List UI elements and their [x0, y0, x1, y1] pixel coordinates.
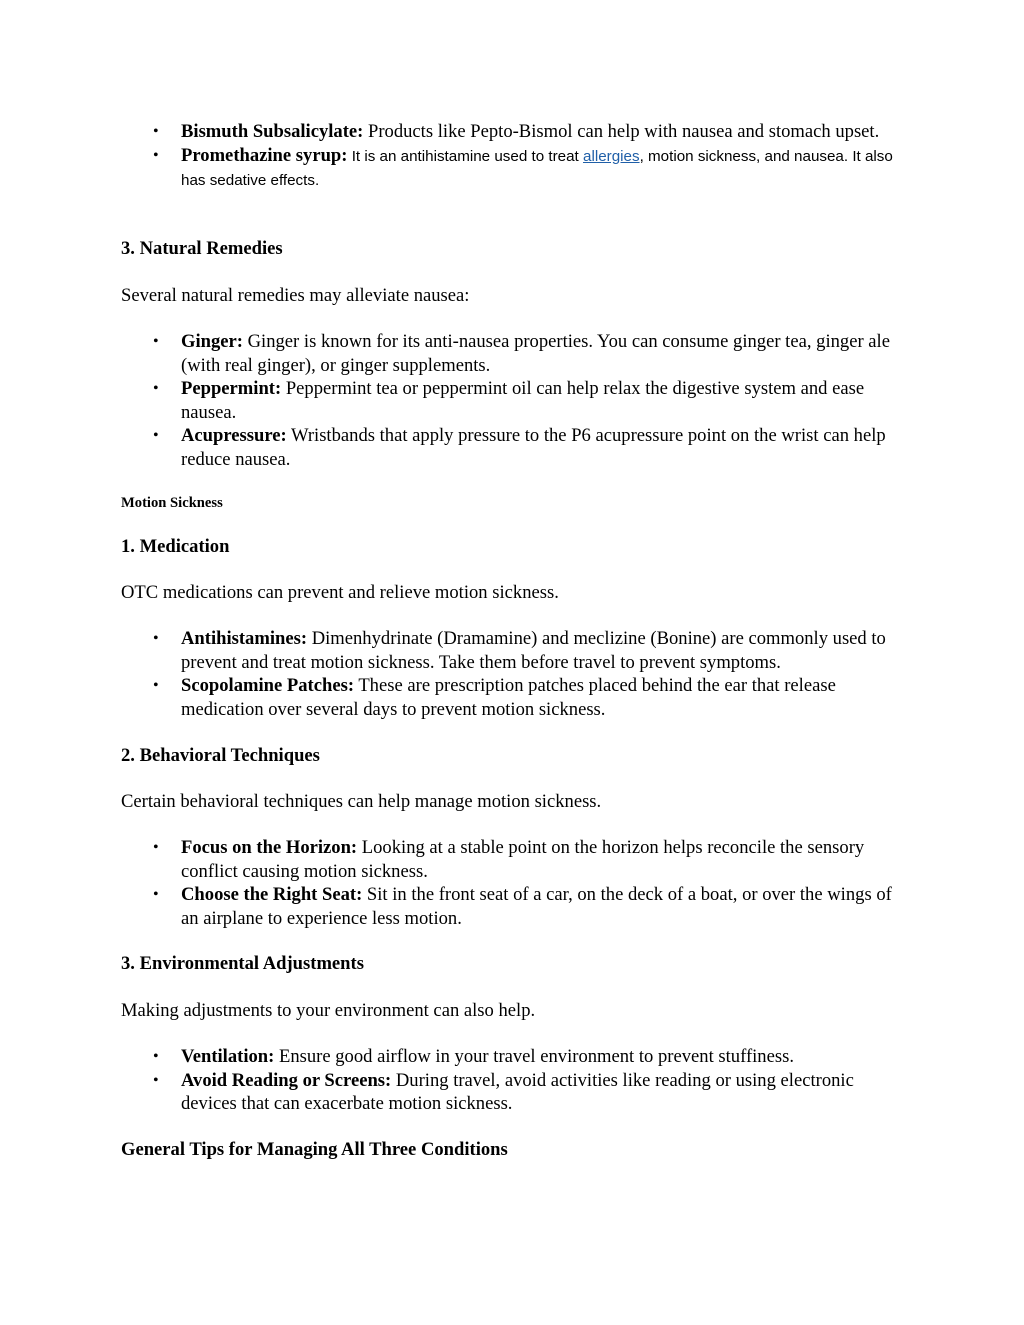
item-term: Ventilation: — [181, 1046, 275, 1067]
bullet-icon: • — [153, 630, 159, 647]
environmental-intro: Making adjustments to your environment can also help. — [121, 1000, 536, 1021]
item-text: Looking at a stable point on the horizon helps reconcile the sensory conflict causing motion sickness. — [181, 837, 865, 882]
environmental-heading: 3. Environmental Adjustments — [121, 953, 364, 974]
natural-remedies-heading: 3. Natural Remedies — [121, 238, 283, 259]
bullet-icon: • — [153, 677, 159, 694]
list-item — [153, 1045, 901, 1069]
item-term: Antihistamines: — [181, 628, 308, 649]
medication-list — [153, 627, 906, 721]
list-item — [153, 144, 901, 193]
list-item — [153, 674, 906, 721]
list-item — [153, 377, 901, 424]
bullet-icon: • — [153, 886, 159, 903]
item-text: During travel, avoid activities like reading or using electronic devices that can exacerbate motion sickness. — [181, 1069, 854, 1114]
bullet-icon: • — [153, 1071, 159, 1089]
allergies-link[interactable]: allergies — [583, 147, 640, 165]
medication-heading: 1. Medication — [121, 536, 230, 557]
item-text: It is an antihistamine used to treat — [347, 147, 584, 165]
item-term: Scopolamine Patches: — [181, 675, 355, 696]
list-item — [153, 883, 901, 930]
item-term: Bismuth Subsalicylate: — [181, 121, 364, 142]
bullet-icon: • — [153, 333, 159, 350]
item-term: Peppermint: — [181, 378, 282, 399]
list-item — [153, 836, 901, 883]
bullet-icon: • — [153, 123, 159, 140]
environmental-list — [153, 1045, 901, 1116]
item-text: Ensure good airflow in your travel environment to prevent stuffiness. — [274, 1046, 794, 1067]
behavioral-list — [153, 836, 901, 930]
item-term: Choose the Right Seat: — [181, 884, 363, 905]
top-list — [153, 120, 901, 193]
item-term: Promethazine syrup: — [181, 144, 348, 166]
item-text: Wristbands that apply pressure to the P6 acupressure point on the wrist can help reduce nausea. — [181, 425, 886, 470]
bullet-icon: • — [153, 839, 159, 856]
bullet-icon: • — [153, 1048, 159, 1065]
item-text: Sit in the front seat of a car, on the deck of a boat, or over the wings of an airplane to experience less motion. — [181, 884, 892, 929]
medication-intro: OTC medications can prevent and relieve motion sickness. — [121, 582, 559, 603]
list-item — [153, 330, 901, 377]
bullet-icon: • — [153, 146, 159, 164]
item-text: Peppermint tea or peppermint oil can help relax the digestive system and ease nausea. — [181, 378, 865, 423]
item-term: Avoid Reading or Screens: — [181, 1069, 392, 1091]
item-text: Ginger is known for its anti-nausea properties. You can consume ginger tea, ginger ale (with real ginger), or ginger supplements. — [181, 331, 890, 376]
bullet-icon: • — [153, 427, 159, 444]
general-tips-heading: General Tips for Managing All Three Conditions — [121, 1139, 508, 1160]
list-item — [153, 120, 901, 144]
item-text: , motion sickness, and nausea. It also has sedative effects. — [181, 147, 893, 189]
item-text: These are prescription patches placed behind the ear that release medication over several days to prevent motion sickness. — [181, 675, 836, 720]
behavioral-intro: Certain behavioral techniques can help manage motion sickness. — [121, 791, 602, 812]
item-text: Dimenhydrinate (Dramamine) and meclizine (Bonine) are commonly used to prevent and treat motion sickness. Take them before travel to prevent symptoms. — [181, 628, 886, 673]
list-item — [153, 627, 906, 674]
item-term: Acupressure: — [181, 425, 287, 446]
natural-remedies-intro: Several natural remedies may alleviate nausea: — [121, 285, 470, 306]
list-item — [153, 1069, 901, 1116]
behavioral-heading: 2. Behavioral Techniques — [121, 745, 320, 766]
item-term: Focus on the Horizon: — [181, 837, 358, 858]
item-term: Ginger: — [181, 331, 243, 352]
item-text: Products like Pepto-Bismol can help with nausea and stomach upset. — [363, 121, 880, 142]
motion-sickness-heading: Motion Sickness — [121, 495, 223, 511]
natural-remedies-list — [153, 330, 901, 471]
bullet-icon: • — [153, 380, 159, 397]
list-item — [153, 424, 901, 471]
